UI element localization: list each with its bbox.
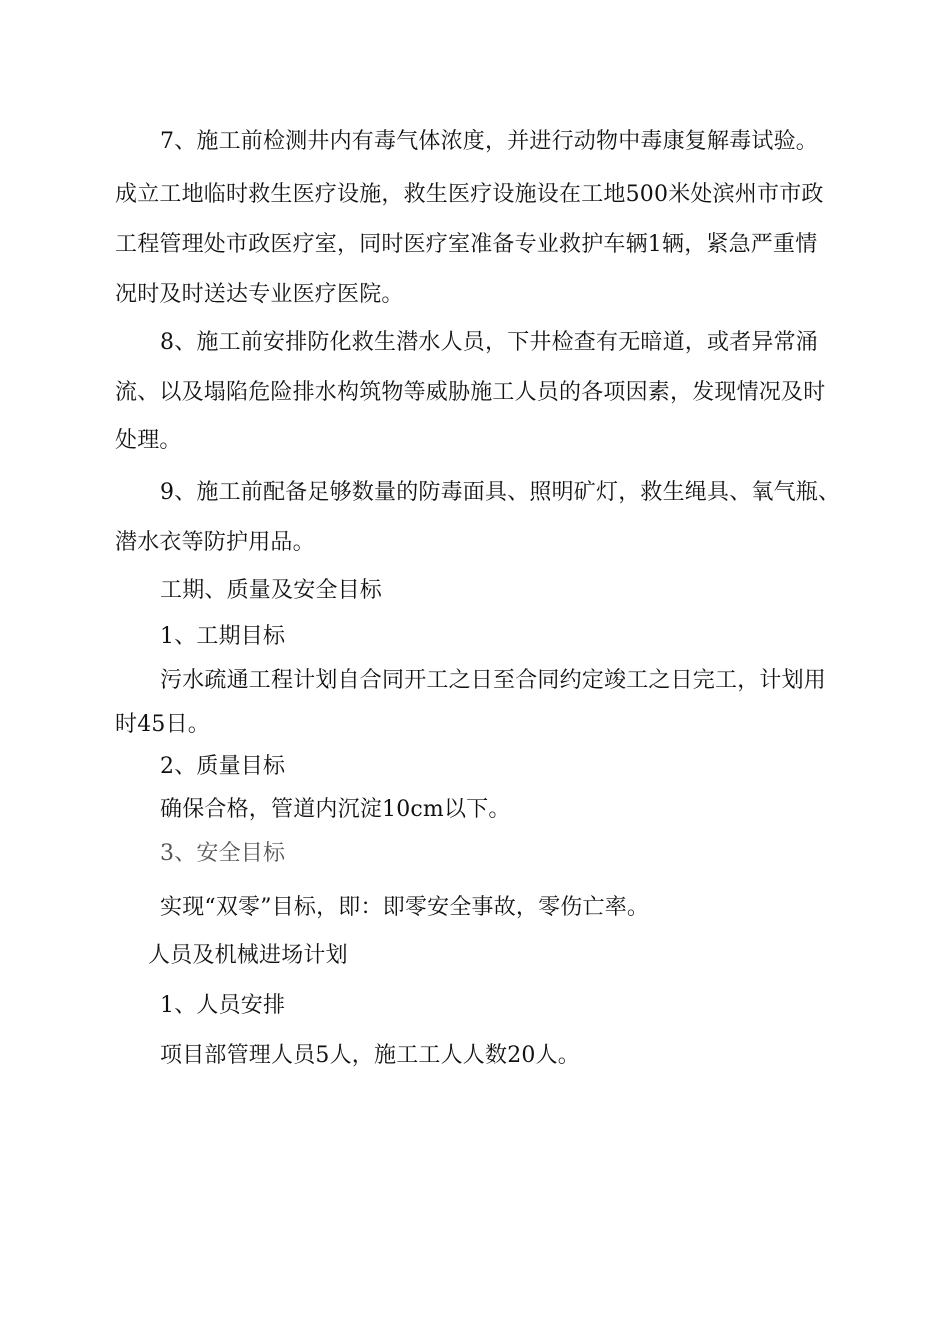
subheading-quality-target: 2、质量目标 (160, 754, 286, 779)
personnel-arrangement-text: 项目部管理人员5人，施工工人人数20人。 (160, 1043, 580, 1068)
section-heading-personnel-machinery: 人员及机械进场计划 (148, 943, 348, 968)
section-heading-schedule-quality-safety: 工期、质量及安全目标 (160, 578, 383, 603)
subheading-personnel-arrangement: 1、人员安排 (160, 993, 286, 1018)
paragraph-7-line-2: 成立工地临时救生医疗设施，救生医疗设施设在工地500米处滨州市市政 (115, 182, 824, 207)
paragraph-7-line-3: 工程管理处市政医疗室，同时医疗室准备专业救护车辆1辆，紧急严重情 (115, 232, 818, 257)
paragraph-8-line-1: 8、施工前安排防化救生潜水人员，下井检查有无暗道，或者异常涌 (160, 330, 818, 355)
paragraph-9-line-2: 潜水衣等防护用品。 (115, 530, 315, 555)
subheading-safety-target: 3、安全目标 (160, 841, 286, 866)
schedule-target-line-2: 时45日。 (115, 712, 210, 737)
paragraph-7-line-1: 7、施工前检测井内有毒气体浓度，并进行动物中毒康复解毒试验。 (160, 129, 818, 154)
paragraph-8-line-3: 处理。 (115, 428, 182, 453)
quality-target-text: 确保合格，管道内沉淀10cm以下。 (160, 797, 511, 822)
paragraph-9-line-1: 9、施工前配备足够数量的防毒面具、照明矿灯，救生绳具、氧气瓶、 (160, 480, 841, 505)
schedule-target-line-1: 污水疏通工程计划自合同开工之日至合同约定竣工之日完工，计划用 (160, 668, 827, 693)
paragraph-7-line-4: 况时及时送达专业医疗医院。 (115, 282, 404, 307)
paragraph-8-line-2: 流、以及塌陷危险排水构筑物等威胁施工人员的各项因素，发现情况及时 (115, 380, 826, 405)
safety-target-text: 实现“双零”目标，即：即零安全事故，零伤亡率。 (160, 895, 650, 920)
subheading-schedule-target: 1、工期目标 (160, 624, 286, 649)
